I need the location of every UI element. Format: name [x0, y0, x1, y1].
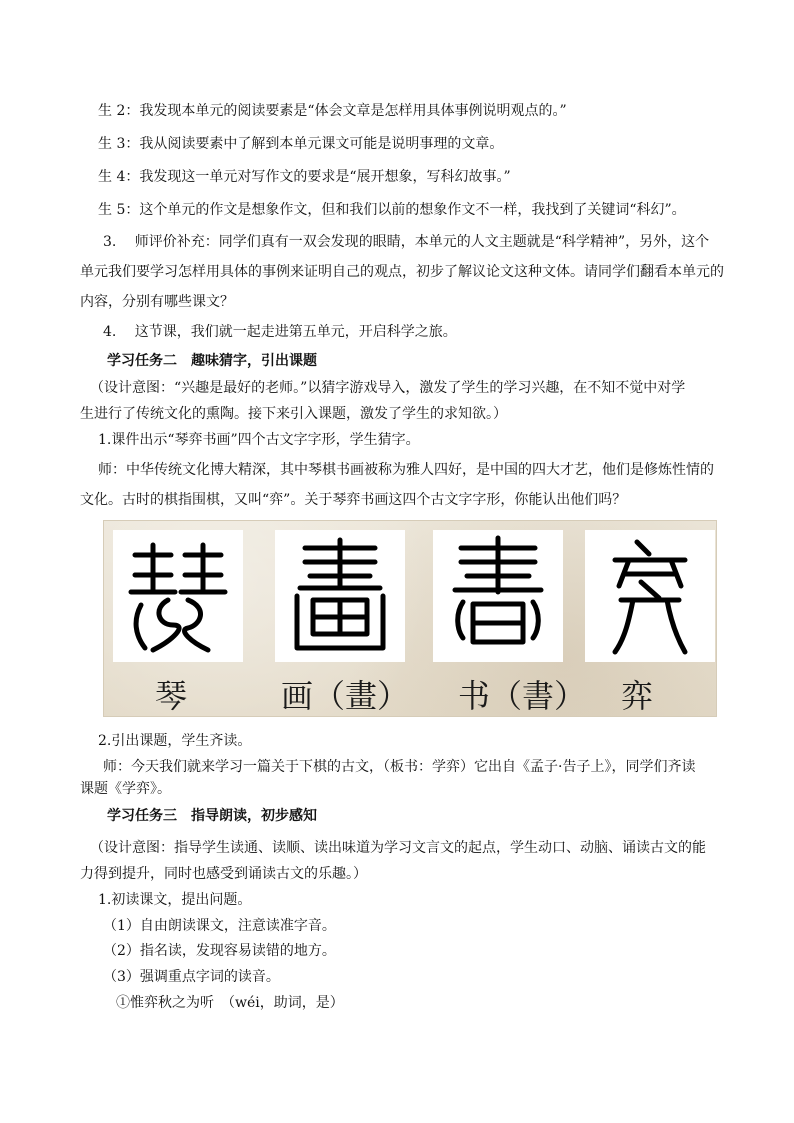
- figure-caption: 琴: [155, 677, 188, 715]
- text-line: 单元我们要学习怎样用具体的事例来证明自己的观点，初步了解议论文这种文体。请同学们翻看本单元的: [80, 264, 724, 280]
- seal-glyph-hua-icon: [275, 530, 405, 662]
- text-line: 生 3：我从阅读要素中了解到本单元课文可能是说明事理的文章。: [98, 136, 504, 152]
- text-line: （1）自由朗读课文，注意读准字音。: [103, 918, 336, 934]
- text-line: 师：今天我们就来学习一篇关于下棋的古文，（板书：学弈）它出自《孟子·告子上》，同学们齐读: [103, 759, 696, 775]
- seal-glyph-tile: [275, 530, 405, 662]
- figure-caption: 书（書）: [458, 677, 587, 715]
- text-line: 1.初读课文，提出问题。: [98, 892, 252, 908]
- seal-glyph-qin-icon: [113, 530, 243, 662]
- text-line: 师：中华传统文化博大精深，其中琴棋书画被称为雅人四好，是中国的四大才艺，他们是修炼性情的: [98, 462, 714, 478]
- text-line: 3. 师评价补充：同学们真有一双会发现的眼睛，本单元的人文主题就是“科学精神”，另外，这个: [103, 234, 710, 250]
- seal-glyph-tile: [433, 530, 563, 662]
- text-line: 文化。古时的棋指围棋，又叫“弈”。关于琴弈书画这四个古文字字形，你能认出他们吗？: [80, 492, 627, 508]
- text-line: 生 4：我发现这一单元对写作文的要求是“展开想象，写科幻故事。”: [98, 169, 511, 185]
- text-line: 生 2：我发现本单元的阅读要素是“体会文章是怎样用具体事例说明观点的。”: [98, 103, 567, 119]
- section-heading: 学习任务二 趣味猜字，引出课题: [107, 353, 317, 369]
- seal-glyph-tile: [585, 530, 715, 662]
- seal-glyph-yi-icon: [585, 530, 715, 662]
- text-line: 2.引出课题，学生齐读。: [98, 733, 252, 749]
- text-line: （3）强调重点字词的读音。: [103, 969, 280, 985]
- text-line: （设计意图：“兴趣是最好的老师。”以猜字游戏导入，激发了学生的学习兴趣，在不知不觉中对学: [90, 380, 686, 396]
- text-line: ①惟弈秋之为听 （wéi，助词，是）: [116, 995, 344, 1011]
- text-line: （设计意图：指导学生读通、读顺、读出味道为学习文言文的起点，学生动口、动脑、诵读古文的能: [90, 840, 706, 856]
- text-line: 生进行了传统文化的熏陶。接下来引入课题，激发了学生的求知欲。）: [80, 406, 507, 422]
- seal-script-figure: [103, 520, 717, 717]
- text-line: 1.课件出示“琴弈书画”四个古文字字形，学生猜字。: [98, 432, 420, 448]
- seal-glyph-shu-icon: [433, 530, 563, 662]
- text-line: 课题《学弈》。: [80, 781, 171, 797]
- text-line: 4. 这节课，我们就一起走进第五单元，开启科学之旅。: [103, 324, 457, 340]
- seal-glyph-tile: [113, 530, 243, 662]
- figure-caption: 弈: [621, 677, 654, 715]
- text-line: 内容，分别有哪些课文？: [80, 294, 234, 310]
- text-line: （2）指名读，发现容易读错的地方。: [103, 943, 336, 959]
- text-line: 生 5：这个单元的作文是想象作文，但和我们以前的想象作文不一样，我找到了关键词“科幻”。: [98, 202, 686, 218]
- figure-caption: 画（畫）: [281, 677, 410, 715]
- text-line: 力得到提升，同时也感受到诵读古文的乐趣。）: [80, 866, 367, 882]
- section-heading: 学习任务三 指导朗读，初步感知: [107, 808, 317, 824]
